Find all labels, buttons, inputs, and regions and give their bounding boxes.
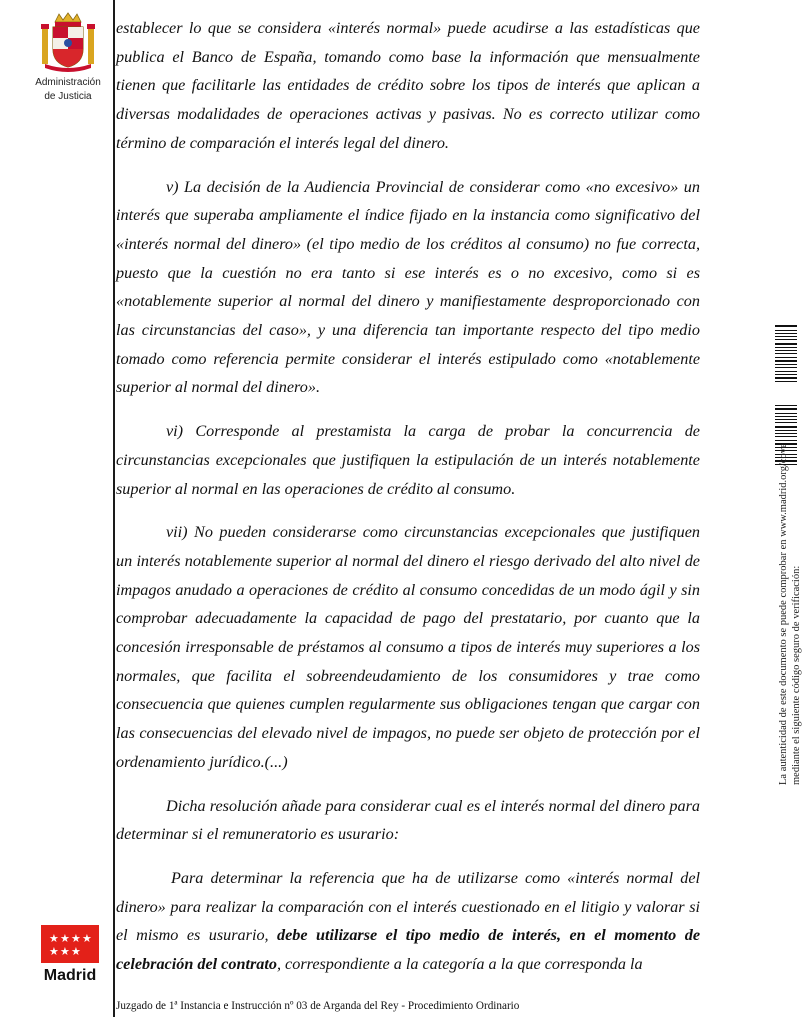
paragraph-6-text-b: , correspondiente a la categoría a la que corresponda la — [276, 955, 643, 974]
paragraph-6 — [116, 864, 700, 979]
barcode-stripe — [775, 357, 797, 358]
barcode-stripe — [775, 422, 797, 423]
barcode-stripe — [775, 436, 797, 437]
crown-shield-icon — [37, 12, 99, 74]
barcode-stripe — [775, 353, 797, 354]
barcode-stripe — [775, 440, 797, 441]
emblem-label-line-1: Administración — [35, 77, 101, 88]
barcode-stripe — [775, 364, 797, 365]
madrid-logo — [40, 925, 100, 985]
barcode-icon — [775, 325, 797, 383]
barcode-stripe — [775, 405, 797, 406]
madrid-flag-icon: ★ ★ ★ ★ ★ ★ ★ — [41, 925, 99, 963]
paragraph-4: vii) No pueden considerarse como circunstancias excepcionales que justifiquen un interés notablemente superior al normal del dinero el riesgo derivado del alto nivel de impagos anudado a operaciones de crédito al consumo concedidas de un modo ágil y sin comprobar adecuadamente la capacidad de pago del prestatario, por cuanto que la concesión irresponsable de préstamos al consumo a tipos de interés muy superiores a los normales, que facilita el sobreendeudamiento de los consumidores y trae como consecuencia que quienes cumplen regularmente sus obligaciones tengan que cargar con las consecuencias del elevado nivel de impagos, no puede ser objeto de protección por el ordenamiento jurídico.(...) — [116, 523, 700, 771]
barcode-stripe — [775, 333, 797, 334]
coat-of-arms-emblem — [28, 12, 108, 102]
verification-line-2: mediante el siguiente código seguro de verificación: — [791, 565, 802, 785]
paragraph-1: establecer lo que se considera «interés normal» puede acudirse a las estadísticas que publica el Banco de España, tomando como base la información que mensualmente tienen que facilitarle las entidades de crédito sobre los tipos de interés que aplican a diversas modalidades de operaciones activas y pasivas. No es correcto utilizar como término de comparación el interés legal del dinero. — [116, 19, 700, 152]
madrid-label: Madrid — [43, 967, 97, 984]
barcode-stripe — [775, 381, 797, 382]
footer-court-reference: Juzgado de 1ª Instancia e Instrucción nº 03 de Arganda del Rey - Procedimiento Ordinario — [116, 1000, 520, 1012]
barcode-stripe — [775, 408, 797, 410]
paragraph-2: v) La decisión de la Audiencia Provincial de considerar como «no excesivo» un interés que superaba ampliamente el índice fijado en la instancia como significativo del «interés normal del dinero» (el tipo medio de los créditos al consumo) no fue correcta, puesto que la cuestión no era tanto si ese interés es o no excesivo, como si es «notablemente superior al normal del dinero y manifiestamente desproporcionado con las circunstancias del caso», y una diferencia tan importante respecto del tipo medio tomado como referencia permite considerar el interés estipulado como «notablemente superior al normal del dinero». — [116, 177, 700, 397]
barcode-stripe — [775, 350, 797, 351]
barcode-stripe — [775, 426, 797, 428]
barcode-stripe — [775, 339, 797, 340]
barcode-stripe — [775, 330, 797, 331]
barcode-stripe — [775, 374, 797, 375]
verification-note — [777, 443, 803, 785]
paragraph-6-text-a: Para determinar la referencia que ha de utilizarse como «interés normal del dinero» para realizar la comparación con el interés cuestionado en el litigio y valorar si el mismo es usurario, — [116, 868, 700, 945]
margin-rule-divider — [113, 0, 115, 1017]
paragraph-6-bold: debe utilizarse el tipo medio de interés, en el momento de celebración del contrato — [116, 926, 700, 974]
barcode-stripe — [775, 336, 797, 337]
barcode-stripe — [775, 371, 797, 372]
document-body — [116, 14, 700, 994]
barcode-stripe — [775, 377, 797, 379]
barcode-stripe — [775, 416, 797, 417]
verification-line-1: La autenticidad de este documento se puede comprobar en www.madrid.org/cove — [778, 443, 789, 785]
paragraph-3: vi) Corresponde al prestamista la carga de probar la concurrencia de circunstancias excepcionales que justifiquen la estipulación de un interés notablemente superior al normal en las operaciones de crédito al consumo. — [116, 422, 700, 498]
barcode-stripe — [775, 430, 797, 431]
barcode-stripe — [775, 413, 797, 414]
verification-sidebar — [745, 325, 805, 975]
barcode-stripe — [775, 360, 797, 362]
paragraph-5: Dicha resolución añade para considerar cual es el interés normal del dinero para determinar si el remuneratorio es usurario: — [116, 796, 700, 844]
barcode-stripe — [775, 367, 797, 368]
barcode-stripe — [775, 433, 797, 434]
barcode-stripe — [775, 343, 797, 345]
barcode-stripe — [775, 347, 797, 348]
emblem-label-line-2: de Justicia — [44, 91, 92, 102]
barcode-stripe — [775, 419, 797, 420]
barcode-stripe — [775, 325, 797, 327]
